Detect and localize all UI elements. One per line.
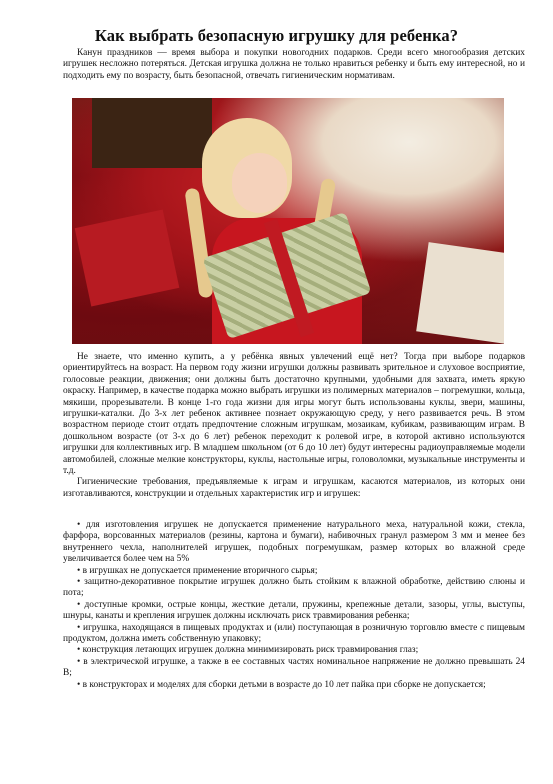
list-item: • для изготовления игрушек не допускается применение натурального меха, натуральной кожи, стекла, фарфора, ворсованных материалов (резины, картона и бумаги), набивочных гранул размером 3 мм и менее без внутреннего чехла, наполнителей игрушек, подобных погремушкам, размер которых во влажной среде увеличивается более чем на 5% [63, 520, 525, 566]
girl-face [232, 153, 287, 213]
list-item: • защитно-декоративное покрытие игрушек должно быть стойким к влажной обработке, действию слюны и пота; [63, 577, 525, 600]
list-item: • в электрической игрушке, а также в ее составных частях номинальное напряжение не должно превышать 24 В; [63, 657, 525, 680]
hygiene-intro-paragraph: Гигиенические требования, предъявляемые к играм и игрушкам, касаются материалов, из которых они изготавливаются, конструкции и отдельных характеристик игр и игрушек: [63, 477, 525, 499]
list-item: • в игрушках не допускается применение вторичного сырья; [63, 566, 525, 577]
gift-shape [75, 210, 180, 307]
list-item: • доступные кромки, острые концы, жесткие детали, пружины, крепежные детали, зазоры, углы, выступы, шнуры, канаты и крепления игрушек должны исключать риск травмирования ребенка; [63, 600, 525, 623]
age-guidance-paragraph: Не знаете, что именно купить, а у ребёнка явных увлечений ещё нет? Тогда при выборе подарков ориентируйтесь на возраст. На первом году жизни игрушки должны развивать зрительное и слуховое восприятие, голосовые реакции, движения; они должны быть достаточно крупными, удобными для захвата, иметь яркую окраску. Например, в качестве подарка можно выбрать игрушки из полимерных материалов – погремушки, кольца, мякиши, прорезыватели. В конце 1-го года жизни для игры могут быть использованы куклы, звери, машины, игрушки-каталки. До 3-х лет ребенок активнее познает окружающую среду, у него развивается речь. В этом возрастном периоде стоит отдать предпочтение сложным игрушкам, мозаикам, кубикам, развивающим играм. В дошкольном возрасте (от 3-х до 6 лет) ребенок переходит к ролевой игре, в которой активно используются игрушки для коллективных игр. В младшем школьном (от 6 до 10 лет) будут интересны радиоуправляемые модели автомобилей, сложные мелкие конструкторы, куклы, настольные игры, головоломки, музыкальные инструменты и т.д. [63, 352, 525, 477]
intro-text: Канун праздников — время выбора и покупки новогодних подарков. Среди всего многообразия детских игрушек несложно потеряться. Детская игрушка должна не только нравиться ребенку и быть ему интересной, но и подходить ему по возрасту, быть безопасной, отвечать гигиеническим нормативам. [63, 48, 525, 81]
page-title: Как выбрать безопасную игрушку для ребенка? [94, 26, 459, 45]
gift-shape [416, 242, 504, 344]
gift-shape [92, 98, 212, 168]
intro-paragraph [63, 48, 525, 82]
list-item: • конструкция летающих игрушек должна минимизировать риск травмирования глаз; [63, 645, 525, 656]
requirements-list [63, 520, 525, 691]
girl-with-gifts-photo [72, 98, 504, 344]
list-item: • в конструкторах и моделях для сборки детьми в возрасте до 10 лет пайка при сборке не допускается; [63, 680, 525, 691]
main-section [63, 352, 525, 500]
list-item: • игрушка, находящаяся в пищевых продуктах и (или) поступающая в розничную торговлю вместе с пищевым продуктом, должна иметь собственную упаковку; [63, 623, 525, 646]
